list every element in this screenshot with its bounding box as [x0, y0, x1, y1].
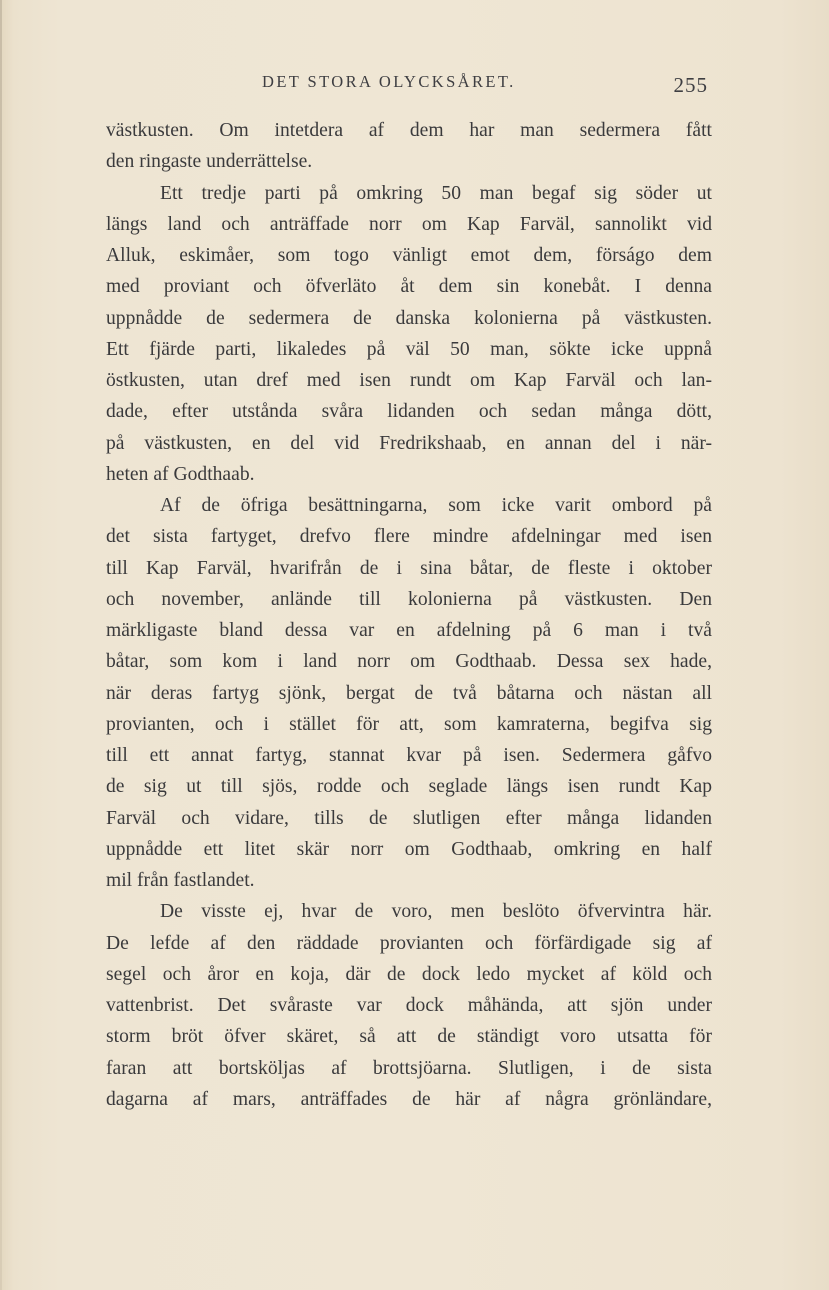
text-line: båtar, som kom i land norr om Godthaab. Dessa sex hade, [106, 651, 712, 673]
text-line: vattenbrist. Det svåraste var dock måhända, att sjön under [106, 995, 712, 1016]
text-line: och november, anlände till kolonierna på västkusten. Den [106, 588, 712, 610]
text-line: västkusten. Om intetdera af dem har man sedermera fått [106, 120, 712, 141]
text-line: De visste ej, hvar de voro, men beslöto öfvervintra här. [160, 901, 712, 923]
text-line: dagarna af mars, anträffades de här af några grönländare, [106, 1088, 712, 1110]
running-head: DET STORA OLYCKSÅRET. [262, 72, 516, 91]
text-line: Alluk, eskimåer, som togo vänligt emot dem, förságo dem [106, 245, 712, 266]
text-line: den ringaste underrättelse. [106, 151, 313, 173]
text-line: mil från fastlandet. [106, 870, 255, 891]
text-line: Ett fjärde parti, likaledes på väl 50 man, sökte icke uppnå [106, 338, 712, 360]
text-line: De lefde af den räddade provianten och förfärdigade sig af [106, 932, 712, 954]
text-line: Farväl och vidare, tills de slutligen efter många lidanden [106, 807, 712, 829]
text-line: på västkusten, en del vid Fredrikshaab, en annan del i när- [106, 432, 712, 454]
text-line: uppnådde de sedermera de danska kolonierna på västkusten. [106, 307, 712, 329]
text-line: dade, efter utstånda svåra lidanden och sedan många dött, [106, 401, 712, 423]
text-line: faran att bortsköljas af brottsjöarna. Slutligen, i de sista [106, 1057, 712, 1079]
text-line: provianten, och i stället för att, som kamraterna, begifva sig [106, 713, 712, 735]
text-line: till Kap Farväl, hvarifrån de i sina båtar, de fleste i oktober [106, 557, 712, 579]
text-line: Ett tredje parti på omkring 50 man begaf sig söder ut [160, 182, 712, 204]
text-line: med proviant och öfverläto åt dem sin konebåt. I denna [106, 276, 712, 298]
text-line: storm bröt öfver skäret, så att de ständigt voro utsatta för [106, 1026, 712, 1048]
text-line: längs land och anträffade norr om Kap Farväl, sannolikt vid [106, 213, 712, 235]
text-line: när deras fartyg sjönk, bergat de två båtarna och nästan all [106, 682, 712, 704]
page-header [262, 72, 712, 102]
text-line: Af de öfriga besättningarna, som icke varit ombord på [160, 495, 712, 516]
text-line: östkusten, utan dref med isen rundt om Kap Farväl och lan- [106, 370, 712, 391]
text-line: heten af Godthaab. [106, 463, 255, 485]
page-gutter-edge [0, 0, 2, 1290]
text-line: till ett annat fartyg, stannat kvar på isen. Sedermera gåfvo [106, 745, 712, 766]
body-text [106, 115, 712, 1115]
text-line: märkligaste bland dessa var en afdelning på 6 man i två [106, 620, 712, 641]
text-line: uppnådde ett litet skär norr om Godthaab, omkring en half [106, 838, 712, 860]
text-line: de sig ut till sjös, rodde och seglade längs isen rundt Kap [106, 776, 712, 798]
page-number: 255 [673, 73, 708, 97]
text-line: det sista fartyget, drefvo flere mindre afdelningar med isen [106, 526, 712, 548]
text-line: segel och åror en koja, där de dock ledo mycket af köld och [106, 963, 712, 985]
